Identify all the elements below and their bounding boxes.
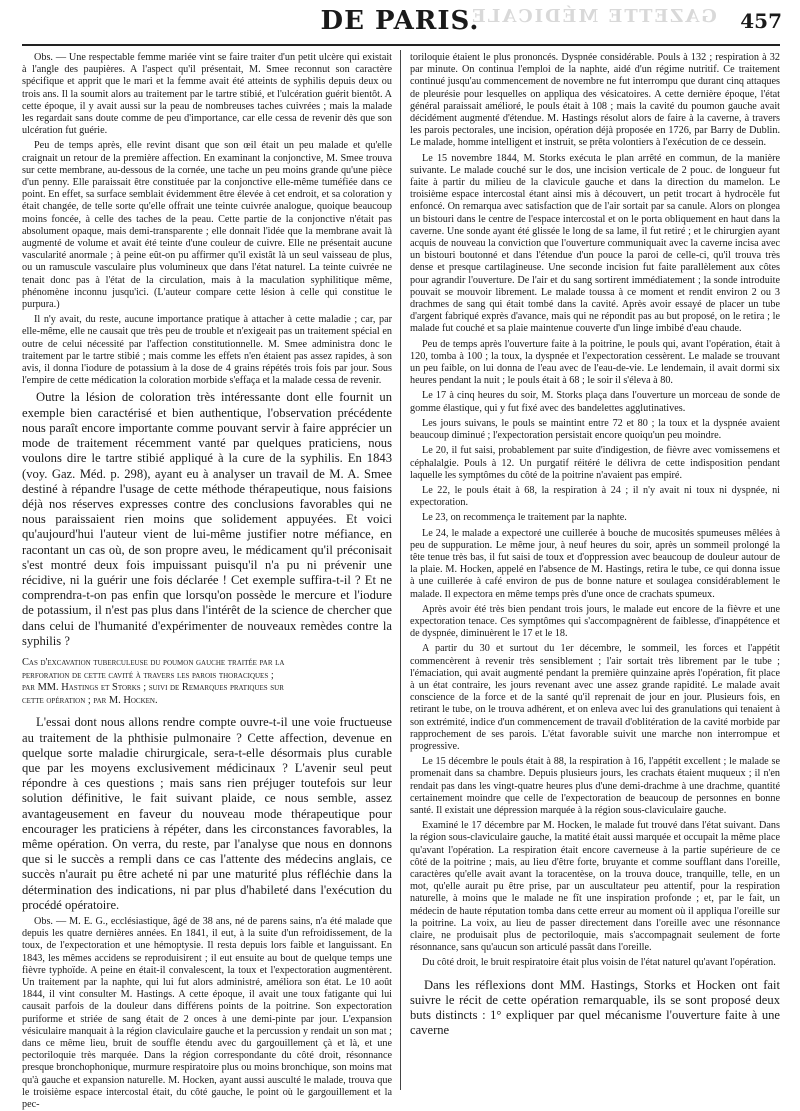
observation-paragraph: Les jours suivans, le pouls se maintint entre 72 et 80 ; la toux et la dyspnée avaient beaucoup diminué ; l'expectoration persistait encore quoiqu'un peu moindre.: [410, 417, 780, 442]
observation-paragraph: Il n'y avait, du reste, aucune importance pratique à attacher à cette maladie ; car, par elle-même, elle ne causait que très peu de trouble et n'exigeait pas un traitement spécial en outre de celui nécessité par l'affection constitutionnelle. M. Smee administra donc le traitement par le tartre stibié ; mais comme les effets n'en étaient pas assez rapides, à son avis, il donna l'iodure de potassium à la dose de 4 grains répétés trois fois par jour. Sous l'empire de cette médication la coloration morbide s'effaça et la malade cessa de revenir.: [22, 314, 392, 387]
article-heading-line: cette opération ; par M. Hocken.: [22, 694, 158, 706]
observation-paragraph: Le 20, il fut saisi, probablement par suite d'indigestion, de fièvre avec vomissemens et céphalalgie. Pouls à 12. Un purgatif réitéré le délivra de cette indisposition pendant laquelle les symptômes du côté de la poitrine n'avaient pas empiré.: [410, 445, 780, 481]
observation-paragraph: Après avoir été très bien pendant trois jours, le malade eut encore de la fièvre et une expectoration tenace. Ces symptômes qui s'accompagnèrent de faiblesse, d'inappétence et de dyspnée, diminuèrent le 17 et le 18.: [410, 603, 780, 640]
page-title: DE PARIS.: [320, 6, 480, 36]
column-divider: [400, 50, 401, 1090]
commentary-paragraph: Outre la lésion de coloration très intéressante dont elle fournit un exemple bien caractérisé et bien authentique, l'observation précédente nous paraît encore importante comme pouvant servir à faire apprécier un mode de traitement récemment vanté par quelques praticiens, nous voulons dire le tartre stibié appliqué à la cure de la syphilis. En 1843 (voy. Gaz. Méd. p. 298), ayant eu à analyser un travail de M. A. Smee destiné à répandre l'usage de cette méthode thérapeutique, nous faisions déjà nos réserves expresses contre des conclusions favorables qui ne nous paraissaient rien moins que solidement appuyées. Et voici qu'aujourd'hui l'auteur vient de lui-même justifier notre méfiance, en racontant un cas où, de son propre aveu, le médicament qu'il préconisait s'est montré deux fois impuissant puisqu'il n'a pu ni prévenir une récidive, ni la guérir une fois déclarée ! Cet exemple suffira-t-il ? Et ne comprendra-t-on pas enfin que lorsqu'on possède le mercure et l'iodure de potassium, il n'est pas plus dans l'intérêt de la science de chercher que dans celui de l'humanité d'expérimenter de nouveaux remèdes contre la syphilis ?: [22, 390, 392, 648]
observation-paragraph: Peu de temps après l'ouverture faite à la poitrine, le pouls qui, avant l'opération, était à 120, tomba à 100 ; la toux, la dyspnée et l'expectoration cessèrent. Le malade se trouvant un peu faible, on lui donna de l'eau avec de l'eau-de-vie. Le lendemain, il avait dormi six heures pendant la nuit ; le pouls était à 68 ; le soir il s'éleva à 80.: [410, 338, 780, 387]
observation-paragraph: Le 15 novembre 1844, M. Storks exécuta le plan arrêté en commun, de la manière suivante. Le malade couché sur le dos, une incision verticale de 2 pouc. de longueur fut faite à partir du milieu de la clavicule gauche et dans la direction du mamelon. Le troisième espace intercostal étant ainsi mis à découvert, un petit trocart à hydrocèle fut enfoncé. On remarqua avec satisfaction que de l'air sortait par sa canule. Alors on plongea un bistouri dans le centre de l'espace intercostal et on le porta obliquement en haut dans la caverne. Une sonde ayant été glissée le long de sa lame, il fut retiré ; et le chirurgien ayant acquis de nouveau la conviction que l'ouverture communiquait avec la caverne incisa avec un bistouri boutonné et dans l'étendue d'un pouce la paroi de celle-ci, qu'il trouva très dense et presque cartilagineuse. Une seconde incision fut faite parallèlement aux côtes pour agrandir l'ouverture. De l'air et du sang sortirent immédiatement ; la sonde introduite pouvait se mouvoir librement. Le malade toussa à ce moment et rendit environ 2 ou 3 drachmes de sang qui était tombé dans la cavité. Après avoir essayé de placer un tube d'argent fabriqué exprès d'avance, mais qui ne répondit pas au but proposé, on le retira ; le malade fut couché et sa plaie maintenue couverte d'un linge imbibé d'eau chaude.: [410, 152, 780, 335]
observation-paragraph: Peu de temps après, elle revint disant que son œil était un peu malade et qu'elle craignait un retour de la première affection. En examinant la conjonctive, M. Smee trouva sur cette membrane, au-dessous de la cornée, une tache un peu moins grande qu'une pièce d'un penny. Elle paraissait être constituée par la conjonctive elle-même tuméfiée dans ce point. En effet, sa surface semblait évidemment être élevée à cet endroit, et sa coloration y était changée, de telle sorte qu'elle offrait une teinte cuivrée analogue, quoique beaucoup moins foncée, à celle des taches de la peau. Cette partie de la conjonctive n'était pas absolument opaque, mais demi-transparente ; elle donnait l'idée que la membrane avait là augmenté de volume et avait été teinte d'une couleur de cuivre. Elle ne présentait aucune vascularité anormale ; à peine eût-on pu affirmer qu'il existât là un seul vaisseau de plus, ou un ramuscule vasculaire plus volumineux que dans l'état naturel. La teinte cuivrée ne tenait donc pas à l'état de la circulation, mais à la maculation syphilitique même, phénomène inconnu jusqu'ici. (L'auteur compare cette lésion à celle qui constitue le purpura.): [22, 140, 392, 311]
observation-paragraph: Le 22, le pouls était à 68, la respiration à 24 ; il n'y avait ni toux ni dyspnée, ni expectoration.: [410, 484, 780, 509]
observation-paragraph: Obs. — Une respectable femme mariée vint se faire traiter d'un petit ulcère qui existait à l'angle des paupières. A l'aspect qu'il présentait, M. Smee reconnut son caractère spécifique et apprit que le mari et la femme avait été atteints de syphilis depuis deux ou trois ans. Il la soumit alors au traitement par le tartre stibié, et l'ulcération guérit bientôt. A cette époque, il y avait aussi sur la peau de nombreuses taches cuivrées ; mais la malade les regardait sans doute comme de peu d'importance, car elle cessa de revenir dès que son ulcération fut guérie.: [22, 52, 392, 137]
header-rule: [22, 44, 780, 46]
bleed-through-text: GAZETTE MÉDICALE: [470, 6, 717, 27]
observation-paragraph: Le 17 à cinq heures du soir, M. Storks plaça dans l'ouverture un morceau de sonde de gomme élastique, qui y fut fixé avec des bandelettes agglutinatives.: [410, 390, 780, 414]
article-heading: [22, 657, 392, 707]
observation-paragraph: Du côté droit, le bruit respiratoire était plus voisin de l'état naturel qu'avant l'opération.: [422, 957, 776, 969]
page-number: 457: [740, 9, 782, 33]
article-heading-line: perforation de cette cavité à travers les parois thoraciques ;: [22, 669, 274, 681]
observation-paragraph: Le 15 décembre le pouls était à 88, la respiration à 16, l'appétit excellent ; le malade se promenait dans sa chambre. Depuis plusieurs jours, les crachats étaient muqueux ; il n'en rendait pas dans les vingt-quatre heures plus d'une demi-drachme à une drachme, quantité certainement moindre que celle de l'expectoration de beaucoup de personnes en bonne santé. Il existait une dépression marquée à la région sous-claviculaire gauche.: [410, 756, 780, 816]
observation-paragraph: A partir du 30 et surtout du 1er décembre, le sommeil, les forces et l'appétit commencèrent à revenir très sensiblement ; l'air sortait très librement par le tube ; l'émaciation, qui avait augmenté pendant la première quinzaine après l'opération, fit place à un état contraire, les jours revenant avec une assez grande rapidité. Le malade avait conscience de la force et de la santé qu'il reprenait de jour en jour. Plusieurs fois, en retirant le tube, on le trouva adhérent, et on enleva avec lui des granulations qui tenaient à son extrémité, indice d'un commencement de travail d'oblitération de la cavité morbide par rapprochement de ses parois. L'état favorable suivit une marche non interrompue et progressive.: [410, 643, 781, 752]
article-heading-line: Cas d'excavation tuberculeuse du poumon gauche traitée par la: [22, 656, 285, 668]
article-intro-paragraph: L'essai dont nous allons rendre compte ouvre-t-il une voie fructueuse au traitement de la phthisie pulmonaire ? Cette affection, devenue en quelque sorte maladie chirurgicale, sera-t-elle désormais plus curable que par les moyens exclusivement médicinaux ? L'avenir seul peut répondre à ces questions ; mais sans rien préjuger toutefois sur leur solution définitive, le fait suivant plaide, ce nous semble, assez avantageusement en faveur du nouveau mode thérapeutique pour encourager les praticiens à répéter, dans les circonstances favorables, la même opération. On verra, du reste, par l'analyse que nous en donnons que si le succès a rempli dans ce cas l'attente des médecins anglais, ce succès n'aurait pu être acheté ni par une maturité plus réfléchie dans la détermination des indications, ni par plus d'habileté dans l'exécution du procédé opératoire.: [22, 715, 392, 912]
right-column: [410, 52, 780, 1090]
observation-paragraph: Le 24, le malade a expectoré une cuillerée à bouche de mucosités spumeuses mêlées à peu de suppuration. Le même jour, à neuf heures du soir, après un sommeil prolongé la tête tenue très bas, il fut saisi de toux et d'oppression avec beaucoup de douleur autour de la plaie. M. Hocken, appelé en l'absence de M. Hastings, retira le tube, ce qui donna issue à une cuillerée à café environ de pus de bonne nature et soulagea considérablement le malade. Il expectora en même temps près d'une once de crachats spumeux.: [410, 527, 780, 600]
observation-paragraph: toriloquie étaient le plus prononcés. Dyspnée considérable. Pouls à 132 ; respiration à 32 par minute. On continua l'emploi de la naphte, aidé d'un régime nutritif. Ce traitement continué jusqu'au commencement de novembre ne fut interrompu que durant cinq attaques de pleurésie pour lesquelles on appliqua des vésicatoires. A cette dernière époque, l'état général paraissait amélioré, le pouls était à 108 ; mais la cavité du poumon gauche avait décidément augmenté d'étendue. M. Hastings résolut alors de faire à la caverne, à travers les parois pectorales, une incision, opération déjà proposée en 1726, par Barry de Dublin. Le malade, homme intelligent et instruit, se prêta volontiers à l'exécution de ce dessein.: [410, 52, 780, 149]
observation-paragraph: Obs. — M. E. G., ecclésiastique, âgé de 38 ans, né de parens sains, n'a été malade que depuis les quatre dernières années. En 1841, il eut, à la suite d'un refroidissement, de la toux, de l'expectoration et une hémoptysie. Il resta depuis lors faible et languissant. En 1843, les mêmes accidens se reproduisirent ; il eut ensuite au bout de quelque temps une fièvre typhoïde. A peine en était-il convalescent, la toux et l'expectoration augmentèrent. Un traitement par la naphte, qui lui fut alors administré, améliora son état. Le 10 août 1844, il vint consulter M. Hastings. A cette époque, il avait une toux fatigante qui lui causait parfois de la douleur dans différens points de la poitrine. Son expectoration puriforme et striée de sang était de 2 onces à une demi-pinte par jour. L'expansion vésiculaire manquait à la région claviculaire gauche et la percussion y rendait un son mat ; dans ce même lieu, bruit de souffle étendu avec du gargouillement çà et là, et une pectoriloquie très marquée. Dans la région correspondante du côté droit, résonnance presque bronchophonique, murmure respiratoire plus ou moins bronchique, son moins mat qu'à gauche et expansion naturelle. M. Hocken, ayant aussi ausculté le malade, trouva que le troisième espace intercostal était, du côté gauche, le point où le gargouillement et la pec-: [22, 915, 392, 1110]
left-column: [22, 52, 392, 1110]
observation-paragraph: Le 23, on recommença le traitement par la naphte.: [422, 512, 627, 524]
observation-paragraph: Examiné le 17 décembre par M. Hocken, le malade fut trouvé dans l'état suivant. Dans la région sous-claviculaire gauche, la matité était aussi marquée et occupait la même place qu'avant l'opération. La respiration était encore caverneuse à la partie supérieure de ce côté de la poitrine ; mais, au lieu d'être forte, bruyante et comme soufflant dans l'oreille, caractères qu'elle avait avant la toracentèse, on la trouva douce, tranquille, telle, en un mot, qu'elle aurait pu être prise, par un auscultateur peu attentif, pour la respiration naturelle, à moins que le malade ne fît une inspiration profonde ; et, par le fait, un médecin de haute réputation tomba dans cette erreur au moment où il appliqua l'oreille sur la poitrine. La voix, au lieu de passer directement dans l'oreille avec une résonnance claire, ne produisait plus de pectoriloquie, mais s'accompagnait seulement de forte résonnance, sans qu'aucun son articulé passât dans l'oreille.: [410, 820, 780, 954]
article-heading-line: par MM. Hastings et Storks ; suivi de Remarques pratiques sur: [22, 682, 284, 694]
commentary-paragraph: Dans les réflexions dont MM. Hastings, Storks et Hocken ont fait suivre le récit de cette opération remarquable, ils se sont proposé deux buts distincts : 1° expliquer par quel mécanisme l'ouverture faite à une caverne: [410, 977, 780, 1038]
